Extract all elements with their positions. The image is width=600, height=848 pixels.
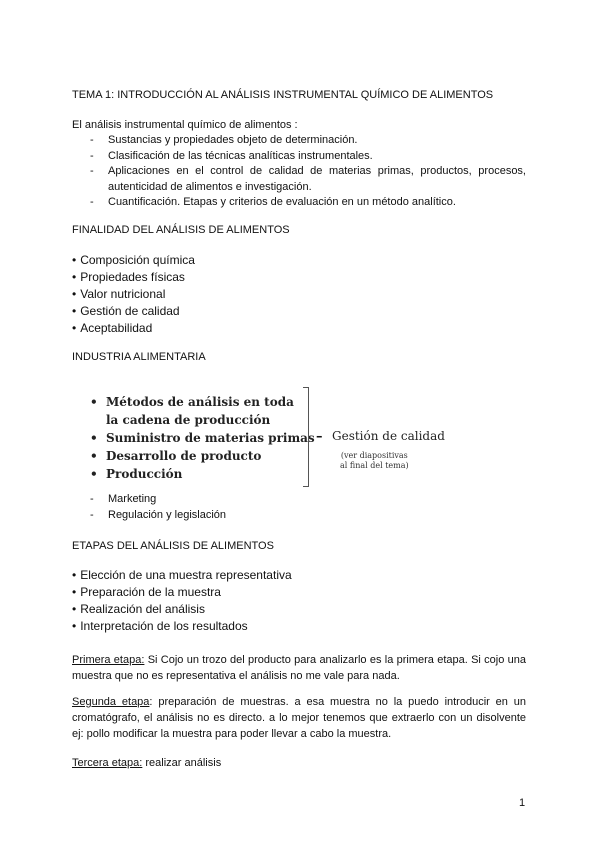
list-item: - Cuantificación. Etapas y criterios de evaluación en un método analítico. bbox=[90, 195, 526, 211]
primera-paragraph bbox=[72, 652, 526, 684]
segunda-text: : preparación de muestras. a esa muestra no la puedo introducir en un cromatógrafo, el análisis no es directo. a lo mejor tenemos que extraerlo con un disolvente ej: pollo modificar la muestra para poder llevar a cabo la muestra. bbox=[72, 696, 526, 740]
list-item: • Preparación de la muestra bbox=[72, 584, 292, 601]
list-item: • Realización del análisis bbox=[72, 601, 292, 618]
list-item: • Composición química bbox=[72, 252, 195, 269]
list-item: • Interpretación de los resultados bbox=[72, 618, 292, 635]
bracket-icon bbox=[302, 387, 309, 487]
finalidad-list bbox=[72, 252, 195, 337]
industria-heading: INDUSTRIA ALIMENTARIA bbox=[72, 351, 206, 363]
tercera-label: Tercera etapa: bbox=[72, 757, 143, 769]
figure-note-line: al final del tema) bbox=[340, 461, 409, 470]
intro-lead: El análisis instrumental químico de alimentos : bbox=[72, 119, 298, 131]
figure-list bbox=[88, 393, 315, 483]
document-title: TEMA 1: INTRODUCCIÓN AL ANÁLISIS INSTRUMENTAL QUÍMICO DE ALIMENTOS bbox=[72, 89, 494, 101]
list-item: - Regulación y legislación bbox=[90, 508, 526, 524]
figure-item: • Producción bbox=[88, 465, 315, 483]
etapas-list bbox=[72, 567, 292, 635]
etapas-heading: ETAPAS DEL ANÁLISIS DE ALIMENTOS bbox=[72, 540, 274, 552]
list-item: • Elección de una muestra representativa bbox=[72, 567, 292, 584]
list-item: - Aplicaciones en el control de calidad de materias primas, productos, procesos, autenticidad de alimentos e investigación. bbox=[90, 164, 526, 195]
finalidad-heading: FINALIDAD DEL ANÁLISIS DE ALIMENTOS bbox=[72, 224, 290, 236]
figure-item: • Métodos de análisis en toda bbox=[88, 393, 315, 411]
tercera-text: realizar análisis bbox=[142, 757, 222, 769]
tercera-paragraph bbox=[72, 755, 526, 771]
segunda-paragraph bbox=[72, 694, 526, 742]
industria-figure bbox=[88, 385, 448, 490]
figure-right-label: Gestión de calidad bbox=[332, 429, 445, 443]
figure-note bbox=[340, 451, 409, 471]
industria-list bbox=[90, 492, 526, 523]
primera-label: Primera etapa: bbox=[72, 654, 145, 666]
list-item: • Propiedades físicas bbox=[72, 269, 195, 286]
figure-item: • Desarrollo de producto bbox=[88, 447, 315, 465]
figure-item: • Suministro de materias primas bbox=[88, 429, 315, 447]
list-item: • Gestión de calidad bbox=[72, 303, 195, 320]
figure-item-continuation: la cadena de producción bbox=[106, 413, 271, 427]
figure-note-line: (ver diapositivas bbox=[340, 451, 408, 460]
list-item: - Sustancias y propiedades objeto de determinación. bbox=[90, 133, 526, 149]
segunda-label: Segunda etapa bbox=[72, 696, 150, 708]
list-item: • Valor nutricional bbox=[72, 286, 195, 303]
list-item: - Clasificación de las técnicas analíticas instrumentales. bbox=[90, 149, 526, 165]
list-item: - Marketing bbox=[90, 492, 526, 508]
primera-text: Si Cojo un trozo del producto para analizarlo es la primera etapa. Si cojo una muestra que no es representativa el análisis no me vale para nada. bbox=[72, 654, 527, 682]
list-item: • Aceptabilidad bbox=[72, 320, 195, 337]
dash-connector: – bbox=[316, 429, 323, 444]
intro-list bbox=[90, 133, 526, 211]
page-number: 1 bbox=[519, 797, 526, 809]
